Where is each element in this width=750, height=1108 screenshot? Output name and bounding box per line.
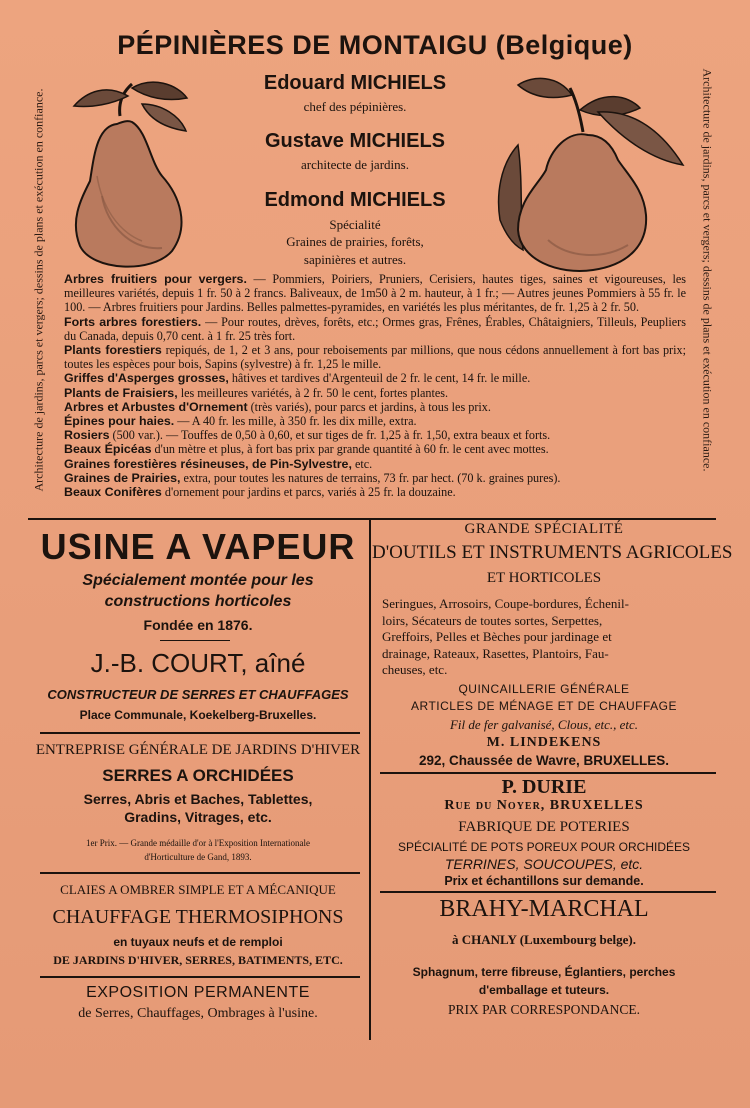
quincaillerie-text: QUINCAILLERIE GÉNÉRALE xyxy=(458,682,630,696)
left-rule xyxy=(40,872,360,874)
brahy-marchal-name: BRAHY-MARCHAL xyxy=(439,896,649,922)
catalog-entry: Plants de Fraisiers, les meilleures variétés, à 2 fr. 50 le cent, fortes plantes. xyxy=(64,385,449,400)
chauffage-heading: CHAUFFAGE THERMOSIPHONS xyxy=(52,906,344,928)
catalog-entry: Beaux Conifères d'ornement pour jardins et parcs, variés à 25 fr. la douzaine. xyxy=(64,485,456,500)
exposition-heading: EXPOSITION PERMANENTE xyxy=(86,984,310,1001)
terrines-text: TERRINES, SOUCOUPES, etc. xyxy=(444,856,644,872)
claies-text: CLAIES A OMBRER SIMPLE ET A MÉCANIQUE xyxy=(60,882,336,897)
entreprise-text: ENTREPRISE GÉNÉRALE DE JARDINS D'HIVER xyxy=(35,742,361,758)
tools-line: Greffoirs, Pelles et Bèches pour jardinage et xyxy=(382,629,612,644)
left-side-text: Architecture de jardins, parcs et vergers; dessins de plans et exécution en confiance. xyxy=(31,88,46,492)
chanly-text: à CHANLY (Luxembourg belge). xyxy=(452,932,636,947)
constructor-text: CONSTRUCTEUR DE SERRES ET CHAUFFAGES xyxy=(47,687,349,702)
catalog-entry: Griffes d'Asperges grosses, hâtives et tardives d'Argenteuil de 2 fr. le cent, 14 fr. le mille. xyxy=(64,371,531,386)
serres-orchidees: SERRES A ORCHIDÉES xyxy=(102,766,294,785)
specialty-line-1: Graines de prairies, forêts, xyxy=(286,234,424,249)
catalog-entry: Arbres et Arbustes d'Ornement (très variés), pour parcs et jardins, à tous les prix. xyxy=(64,399,491,414)
tuyaux-text: en tuyaux neufs et de remploi xyxy=(113,935,283,949)
catalog-entry: Graines de Prairies, extra, pour toutes les natures de terrains, 73 fr. par hect. (70 k. graines pures). xyxy=(64,470,561,485)
section-divider xyxy=(28,518,716,520)
horticoles-heading: ET HORTICOLES xyxy=(486,570,602,586)
grande-specialite: GRANDE SPÉCIALITÉ xyxy=(464,521,624,537)
left-rule xyxy=(40,732,360,734)
usine-subtitle-2: constructions horticoles xyxy=(104,593,292,610)
specialite-pots: SPÉCIALITÉ DE POTS POREUX POUR ORCHIDÉES xyxy=(397,840,691,854)
products-line-1: Serres, Abris et Baches, Tablettes, xyxy=(83,791,313,807)
outils-heading: D'OUTILS ET INSTRUMENTS AGRICOLES xyxy=(372,542,733,563)
sphagnum-line-2: d'emballage et tuteurs. xyxy=(478,983,610,997)
catalog-entry: Plants forestiers repiqués, de 1, 2 et 3 ans, pour reboisements par millions, que nous cédons annuellement à fort bas prix; toutes les espèces pour bois, Sapins (sylvestre) à fr. 1,25 le mille. xyxy=(64,343,686,372)
prix-echantillons: Prix et échantillons sur demande. xyxy=(444,874,644,888)
catalog-entry: Épines pour haies. — A 40 fr. les mille, à 350 fr. les dix mille, extra. xyxy=(64,414,417,429)
lindekens-address: 292, Chaussée de Wavre, BRUXELLES. xyxy=(418,753,670,768)
right-side-text: Architecture de jardins, parcs et vergers; dessins de plans et exécution en confiance. xyxy=(700,68,715,472)
usine-subtitle-1: Spécialement montée pour les xyxy=(82,572,314,589)
person-name-edouard: Edouard MICHIELS xyxy=(263,72,447,94)
prize-line-2: d'Horticulture de Gand, 1893. xyxy=(144,852,252,862)
person-role-edouard: chef des pépinières. xyxy=(303,99,407,114)
tools-line: cheuses, etc. xyxy=(382,662,448,677)
person-role-gustave: architecte de jardins. xyxy=(301,157,409,172)
tools-line: Seringues, Arrosoirs, Coupe-bordures, Échenil- xyxy=(382,596,629,611)
right-rule xyxy=(380,891,716,893)
founded-text: Fondée en 1876. xyxy=(143,617,253,633)
company-name-court: J.-B. COURT, aîné xyxy=(90,648,306,678)
tools-line: loirs, Sécateurs de toutes sortes, Serpettes, xyxy=(382,612,603,628)
catalog-entry: Arbres fruitiers pour vergers. — Pommiers, Poiriers, Pruniers, Cerisiers, hautes tiges, saines et vigoureuses, les meilleures variétés, depuis 1 fr. 50 à 2 francs. Baliveaux, de 1m50 à 2 m. hauteur, à 1 fr.; — Autres jeunes Pommiers à 55 fr. le 100. — Arbres fruitiers pour Jardins. Belles palmettes-pyramides, en variétés les plus méritantes, de fr. 1,25 à 2 fr. 50. xyxy=(64,272,686,315)
catalog-entry: Rosiers (500 var.). — Touffes de 0,50 à 0,60, et sur tiges de fr. 1,25 à fr. 1,50, extra beaux et forts. xyxy=(64,428,551,443)
exposition-detail: de Serres, Chauffages, Ombrages à l'usine. xyxy=(78,1006,318,1021)
durie-name: P. DURIE xyxy=(501,776,587,798)
small-rule xyxy=(160,640,230,641)
person-name-gustave: Gustave MICHIELS xyxy=(264,130,446,152)
correspondance-text: PRIX PAR CORRESPONDANCE. xyxy=(448,1002,640,1017)
fabrique-text: FABRIQUE DE POTERIES xyxy=(458,819,630,835)
court-address: Place Communale, Koekelberg-Bruxelles. xyxy=(79,708,317,722)
person-name-edmond: Edmond MICHIELS xyxy=(264,189,446,211)
specialty-line-2: sapinières et autres. xyxy=(303,252,407,267)
durie-address: Rue du Noyer, BRUXELLES xyxy=(444,798,644,813)
person-role-edmond: Spécialité xyxy=(329,217,381,232)
page-title: PÉPINIÈRES DE MONTAIGU (Belgique) xyxy=(117,30,633,60)
usine-heading: USINE A VAPEUR xyxy=(40,526,356,567)
tools-line: drainage, Rateaux, Rasettes, Plantoirs, Fau- xyxy=(382,645,609,661)
catalog-entry: Forts arbres forestiers. — Pour routes, drèves, forêts, etc.; Ormes gras, Frênes, Érables, Châtaigniers, Tilleuls, Peupliers du Canada, depuis 0,70 cent. à 1 fr. 25 très fort. xyxy=(64,314,686,343)
column-divider xyxy=(369,520,371,1040)
sphagnum-line-1: Sphagnum, terre fibreuse, Églantiers, perches xyxy=(412,965,676,979)
products-line-2: Gradins, Vitrages, etc. xyxy=(124,809,272,825)
right-rule xyxy=(380,772,716,774)
tools-list xyxy=(382,596,718,679)
catalog-listing xyxy=(64,272,686,499)
catalog-entry: Graines forestières résineuses, de Pin-Sylvestre, etc. xyxy=(64,456,373,471)
jardins-hiver-text: DE JARDINS D'HIVER, SERRES, BATIMENTS, ETC. xyxy=(53,953,343,967)
prize-line-1: 1er Prix. — Grande médaille d'or à l'Exposition Internationale xyxy=(86,838,310,848)
articles-text: ARTICLES DE MÉNAGE ET DE CHAUFFAGE xyxy=(411,699,677,713)
fil-de-fer-text: Fil de fer galvanisé, Clous, etc., etc. xyxy=(449,717,639,732)
catalog-entry: Beaux Épicéas d'un mètre et plus, à fort bas prix par grande quantité à 60 fr. le cent avec mottes. xyxy=(64,442,549,457)
lindekens-name: M. LINDEKENS xyxy=(486,735,602,750)
left-rule xyxy=(40,976,360,978)
